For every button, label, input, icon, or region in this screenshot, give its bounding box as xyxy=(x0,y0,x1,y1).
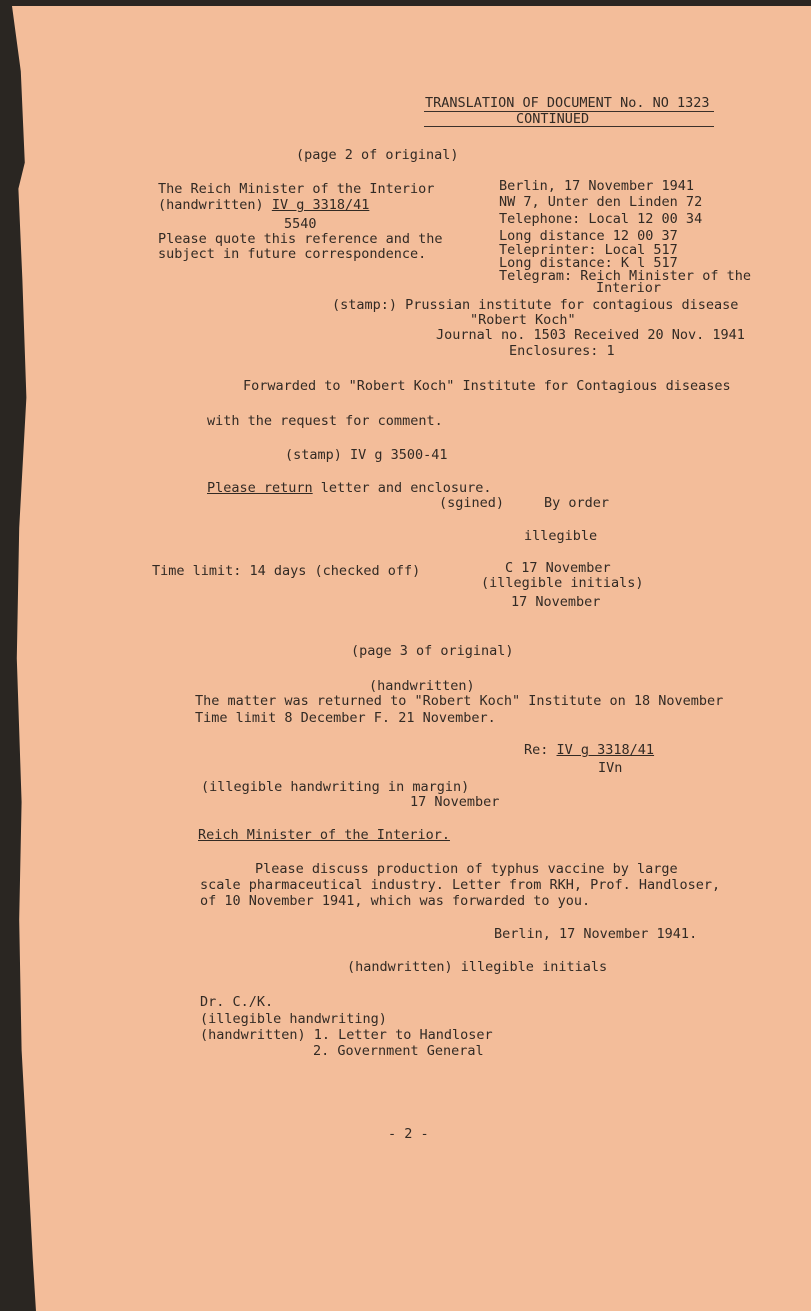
addressee: Reich Minister of the Interior. xyxy=(198,827,450,843)
sender-ref-line xyxy=(158,197,369,213)
stamp-reference: (stamp) IV g 3500-41 xyxy=(285,447,448,463)
address-line: Interior xyxy=(596,280,662,296)
enclosures-line: Enclosures: 1 xyxy=(509,343,615,359)
return-text: letter and enclosure. xyxy=(312,480,492,496)
handwritten-label: (handwritten) xyxy=(369,678,475,694)
file-number: 5540 xyxy=(284,216,317,232)
return-underlined: Please return xyxy=(207,480,313,496)
subtitle-underline xyxy=(424,126,714,127)
document-subtitle: CONTINUED xyxy=(516,111,590,127)
reference-prefix: Re: xyxy=(524,742,557,758)
margin-date: 17 November xyxy=(410,794,500,810)
address-line: Telegram: Reich Minister of the xyxy=(499,268,751,284)
institute-stamp: "Robert Koch" xyxy=(470,312,576,328)
institute-stamp: (stamp:) Prussian institute for contagious disease xyxy=(332,297,739,313)
time-limit: Time limit: 14 days (checked off) xyxy=(152,563,421,579)
page-number: - 2 - xyxy=(388,1126,429,1142)
sender-line: The Reich Minister of the Interior xyxy=(158,181,435,197)
quote-instruction: subject in future correspondence. xyxy=(158,246,427,262)
handwriting-note: (illegible handwriting) xyxy=(200,1011,387,1027)
address-line: Long distance: K l 517 xyxy=(499,255,678,271)
author-initials: Dr. C./K. xyxy=(200,994,274,1010)
address-line: Telephone: Local 12 00 34 xyxy=(499,211,703,227)
address-line: Long distance 12 00 37 xyxy=(499,228,678,244)
reference-number: IV g 3318/41 xyxy=(556,742,655,758)
forward-note: with the request for comment. xyxy=(207,413,443,429)
reference-number: IV g 3318/41 xyxy=(271,197,370,213)
address-line: NW 7, Unter den Linden 72 xyxy=(499,194,703,210)
quote-instruction: Please quote this reference and the xyxy=(158,231,443,247)
initials-note: (handwritten) illegible initials xyxy=(347,959,608,975)
distribution-line: (handwritten) 1. Letter to Handloser xyxy=(200,1027,493,1043)
by-order: By order xyxy=(544,495,610,511)
letter-date: Berlin, 17 November 1941. xyxy=(494,926,698,942)
forward-note: Forwarded to "Robert Koch" Institute for Contagious diseases xyxy=(243,378,731,394)
date-note: 17 November xyxy=(511,594,601,610)
letter-body: of 10 November 1941, which was forwarded to you. xyxy=(200,893,591,909)
initials-note: (illegible initials) xyxy=(481,575,644,591)
letter-body: Please discuss production of typhus vaccine by large xyxy=(255,861,678,877)
matter-note: Time limit 8 December F. 21 November. xyxy=(195,710,496,726)
margin-note: (illegible handwriting in margin) xyxy=(201,779,470,795)
signature-illegible: illegible xyxy=(524,528,598,544)
signed-label: (sgined) xyxy=(439,495,505,511)
address-line: Berlin, 17 November 1941 xyxy=(499,178,695,194)
matter-note: The matter was returned to "Robert Koch" Institute on 18 November xyxy=(195,693,724,709)
return-request xyxy=(207,480,491,496)
address-line: Teleprinter: Local 517 xyxy=(499,242,678,258)
date-note: C 17 November xyxy=(505,560,611,576)
letter-body: scale pharmaceutical industry. Letter from RKH, Prof. Handloser, xyxy=(200,877,721,893)
handwritten-label: (handwritten) xyxy=(158,197,264,213)
document-title: TRANSLATION OF DOCUMENT No. NO 1323 xyxy=(425,95,710,111)
page-marker: (page 3 of original) xyxy=(351,643,514,659)
journal-line: Journal no. 1503 Received 20 Nov. 1941 xyxy=(436,327,745,343)
reference-line xyxy=(524,742,654,758)
distribution-line: 2. Government General xyxy=(313,1043,484,1059)
page-marker: (page 2 of original) xyxy=(296,147,459,163)
department-code: IVn xyxy=(598,760,623,776)
